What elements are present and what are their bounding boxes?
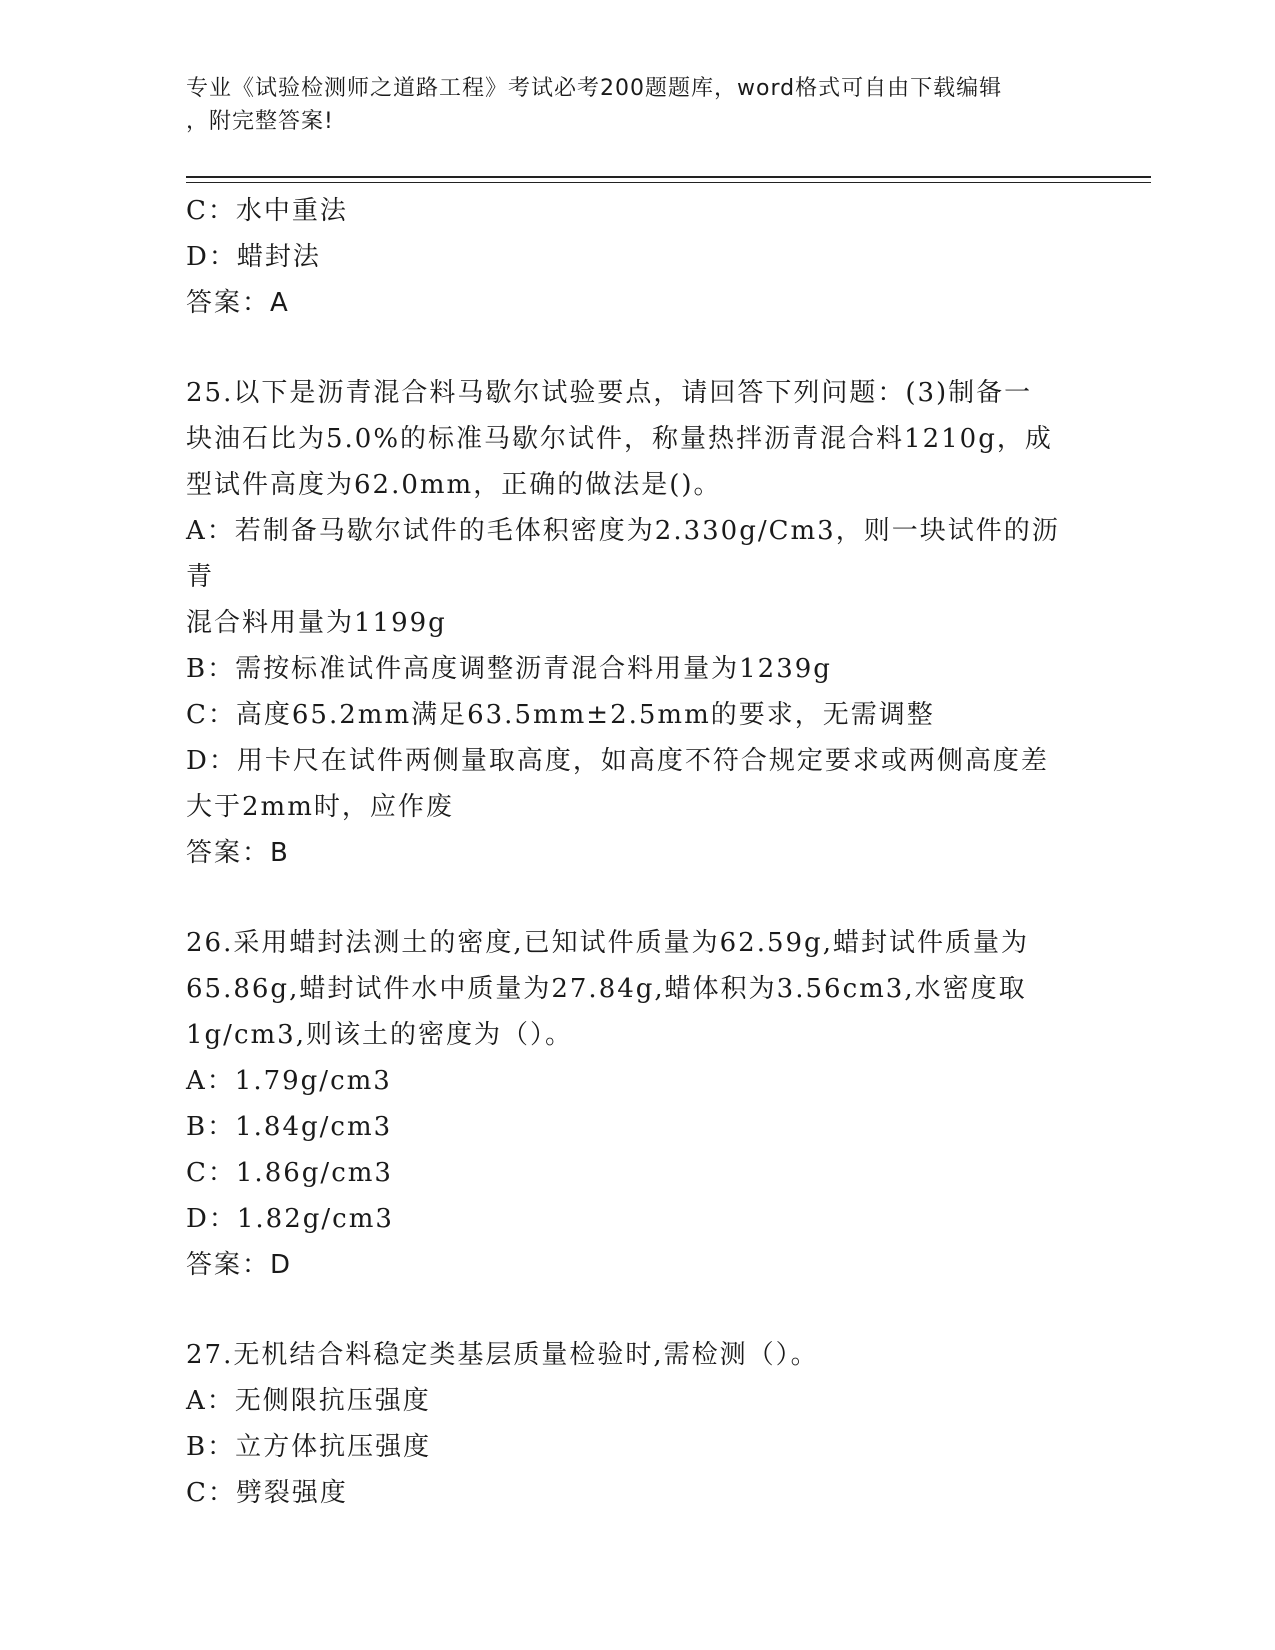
- question-list: [186, 188, 1086, 1516]
- option-d: D：1.82g/cm3: [186, 1204, 394, 1234]
- answer-line: 答案：B: [186, 838, 290, 868]
- option-a: A：无侧限抗压强度: [186, 1386, 431, 1416]
- option-c: C：1.86g/cm3: [186, 1158, 393, 1188]
- option-c: C：水中重法: [186, 196, 348, 226]
- option-c: C：劈裂强度: [186, 1478, 348, 1508]
- document-header: [186, 72, 1066, 138]
- header-title-line-2: ，附完整答案!: [186, 109, 334, 134]
- question-stem: 块油石比为5.0%的标准马歇尔试件，称量热拌沥青混合料1210g，成: [186, 424, 1053, 454]
- option-d-continued: 大于2mm时，应作废: [186, 792, 454, 822]
- header-divider-thin: [186, 182, 1151, 183]
- answer-line: 答案：D: [186, 1250, 293, 1280]
- spacer: [186, 876, 1086, 920]
- option-d: D：蜡封法: [186, 242, 321, 272]
- option-a-continued: 混合料用量为1199g: [186, 608, 447, 638]
- spacer: [186, 326, 1086, 370]
- question-stem: 65.86g,蜡封试件水中质量为27.84g,蜡体积为3.56cm3,水密度取: [186, 974, 1027, 1004]
- answer-line: 答案：A: [186, 288, 290, 318]
- question-stem: 25.以下是沥青混合料马歇尔试验要点，请回答下列问题：(3)制备一: [186, 378, 1033, 408]
- question-25: [186, 370, 1086, 876]
- option-d: D：用卡尺在试件两侧量取高度，如高度不符合规定要求或两侧高度差: [186, 746, 1049, 776]
- option-b: B：立方体抗压强度: [186, 1432, 432, 1462]
- option-a: A：若制备马歇尔试件的毛体积密度为2.330g/Cm3，则一块试件的沥青: [186, 516, 1060, 592]
- option-b: B：需按标准试件高度调整沥青混合料用量为1239g: [186, 654, 832, 684]
- question-stem: 1g/cm3,则该土的密度为（）。: [186, 1020, 573, 1050]
- option-b: B：1.84g/cm3: [186, 1112, 393, 1142]
- question-24-tail: [186, 188, 1086, 326]
- option-c: C：高度65.2mm满足63.5mm±2.5mm的要求，无需调整: [186, 700, 935, 730]
- header-divider-thick: [186, 176, 1151, 178]
- header-title-line-1: 专业《试验检测师之道路工程》考试必考200题题库，word格式可自由下载编辑: [186, 76, 1003, 101]
- question-stem: 26.采用蜡封法测土的密度,已知试件质量为62.59g,蜡封试件质量为: [186, 928, 1029, 958]
- question-stem: 27.无机结合料稳定类基层质量检验时,需检测（）。: [186, 1340, 819, 1370]
- spacer: [186, 1288, 1086, 1332]
- question-27: [186, 1332, 1086, 1516]
- question-stem: 型试件高度为62.0mm，正确的做法是()。: [186, 470, 722, 500]
- option-a: A：1.79g/cm3: [186, 1066, 392, 1096]
- question-26: [186, 920, 1086, 1288]
